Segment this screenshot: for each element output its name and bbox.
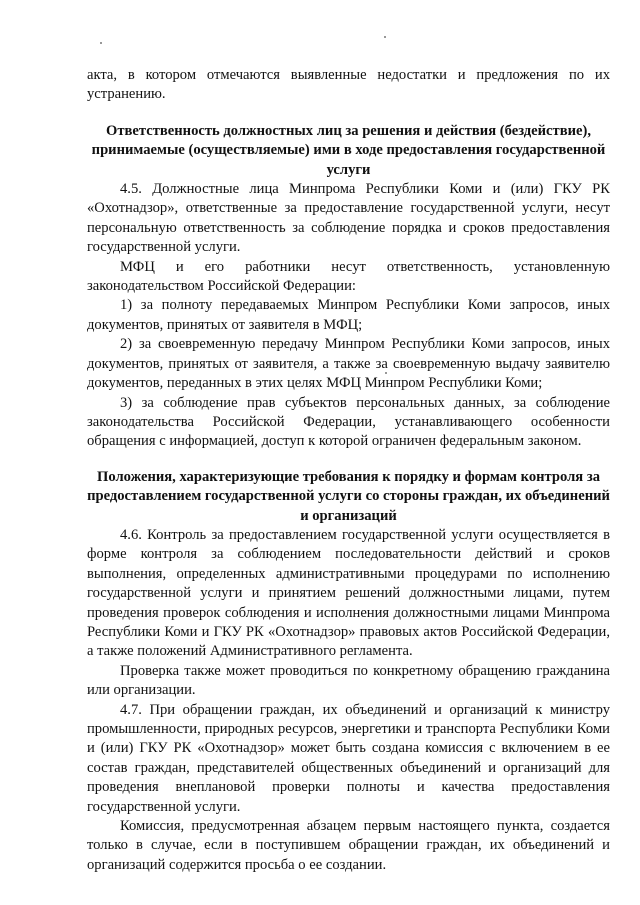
section-control (87, 468, 610, 876)
scan-speck (384, 36, 386, 38)
paragraph-commission: Комиссия, предусмотренная абзацем первым настоящего пункта, создается только в случае, если в поступившем обращении граждан, их объединений и организаций содержится просьба о ее создании. (87, 818, 610, 873)
section-heading: Положения, характеризующие требования к порядку и формам контроля за предоставлением государственной услуги со стороны граждан, их объединений и организаций (87, 468, 610, 524)
paragraph-4-6: 4.6. Контроль за предоставлением государственной услуги осуществляется в форме контроля за соблюдением последовательности действий и сроков выполнения, определенных административными процедурами по исполнению государственной услуги и принятием решений должностными лицами, путем проведения проверок соблюдения и исполнения должностными лицами Минпрома Республики Коми и ГКУ РК «Охотнадзор» правовых актов Российской Федерации, а также положений Административного регламента. (87, 526, 610, 660)
section-heading: Ответственность должностных лиц за решения и действия (бездействие), принимаемые (осуществляемые) ими в ходе предоставления государственной услуги (91, 122, 606, 178)
list-item: 2) за своевременную передачу Минпром Республики Коми запросов, иных документов, принятых от заявителя, а также за своевременную выдачу заявителю документов, переданных в этих целях МФЦ Минпром Республики Коми; (87, 336, 610, 392)
section-responsibility (87, 122, 610, 452)
list-item: 1) за полноту передаваемых Минпром Республики Коми запросов, иных документов, принятых от заявителя в МФЦ; (87, 297, 610, 333)
document-page (87, 66, 610, 875)
paragraph-4-7: 4.7. При обращении граждан, их объединений и организаций к министру промышленности, природных ресурсов, энергетики и транспорта Республики Коми и (или) ГКУ РК «Охотнадзор» может быть создана комиссия с включением в ее состав граждан, представителей общественных объединений и организаций для проведения внеплановой проверки полноты и качества предоставления государственной услуги. (87, 701, 610, 815)
scan-speck (100, 42, 102, 44)
paragraph-mfc: МФЦ и его работники несут ответственность, установленную законодательством Российской Федерации: (87, 258, 610, 295)
intro-paragraph: акта, в котором отмечаются выявленные недостатки и предложения по их устранению. (87, 67, 610, 103)
list-item: 3) за соблюдение прав субъектов персональных данных, за соблюдение законодательства Российской Федерации, устанавливающего особенности обращения с информацией, доступ к которой ограничен федеральным законом. (87, 394, 610, 450)
paragraph-4-5: 4.5. Должностные лица Минпрома Республики Коми и (или) ГКУ РК «Охотнадзор», ответственные за предоставление государственной услуги, несут персональную ответственность за соблюдение порядка и сроков предоставления государственной услуги. (87, 181, 610, 256)
paragraph-check: Проверка также может проводиться по конкретному обращению гражданина или организации. (87, 662, 610, 699)
